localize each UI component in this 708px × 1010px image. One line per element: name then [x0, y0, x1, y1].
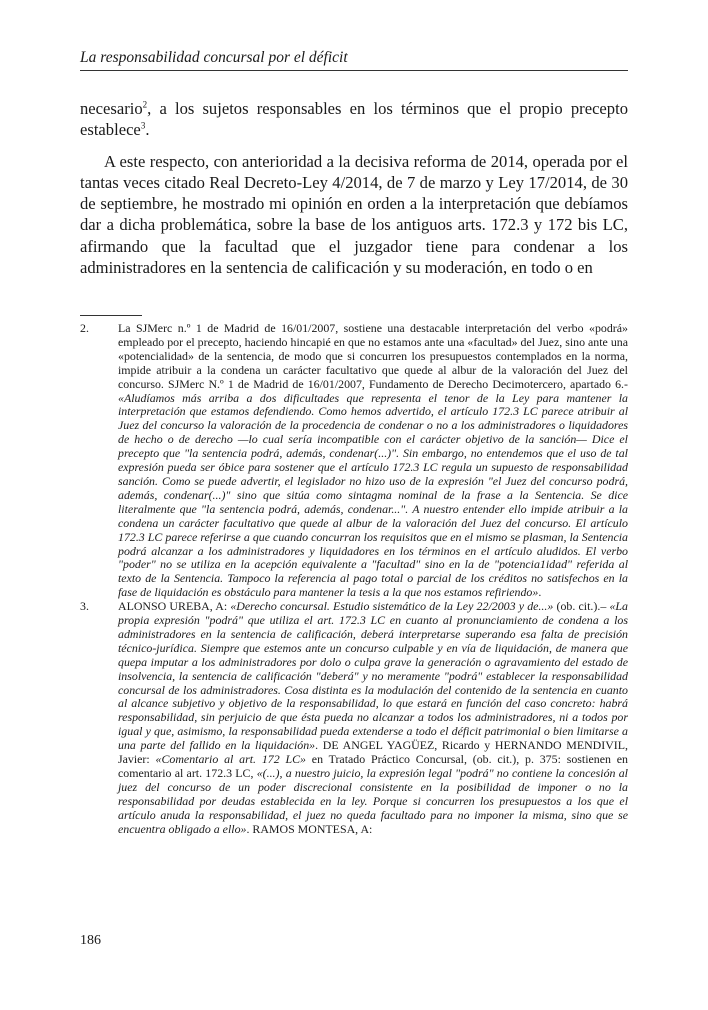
footnote-number: 3. — [80, 599, 89, 614]
main-text — [80, 98, 628, 278]
footnote-2-quote: «Aludíamos más arriba a dos dificultades que representa el tenor de la Ley para mantener la interpretación que estamos defendiendo. Como hemos advertido, el artículo 172.3 LC parece atribuir al Juez del concurso la valoración de la procedencia de condenar o no a los administradores o liquidadores de hecho o de derecho —lo cual sería incompatible con el carácter objetivo de la sanción— Dice el precepto que "la sentencia podrá, además, condenar(...)". Sin embargo, no entendemos que el uso de tal expresión pueda ser óbice para sostener que el artículo 172.3 LC regula un supuesto de responsabilidad sanción. Como se puede advertir, el legislador no hizo uso de la expresión "el Juez del concurso podrá, además, condenar(...)" sino que sitúa como sintagma nominal de la frase a la Sentencia. Se dice literalmente que "la sentencia podrá, además, condenar...". A nuestro entender ello impide atribuir a la condena un carácter facultativo que quede al albur de la valoración del Juez del concurso. El artículo 172.3 LC parece referirse a que cuando concurran los requisitos que en el mismo se plasman, la Sentencia podrá alcanzar a los administradores y liquidadores en los términos en el artículo aludidos. El verbo "poder" no se utiliza en la acepción equivalente a "facultad" sino en la de "potencia1idad" referida al texto de la Sentencia. Tampoco la referencia al pago total o parcial de los créditos no satisfechos en la fase de liquidación es obstáculo para mantener la tesis a la que nos estamos refiriendo» — [118, 390, 628, 600]
footnote-3-author-2: . DE ANGEL YAGÜEZ, Ricardo y HERNANDO MENDIVIL, Javier: — [118, 738, 628, 767]
paragraph-1-end: . — [145, 120, 150, 140]
paragraph-1-start: necesario — [80, 99, 143, 118]
footnote-3-quote-1: «La propia expresión "podrá" que utiliza el art. 172.3 LC en cuanto al pronunciamiento de condena a los administradores en la sentencia de calificación, deberá interpretarse superando esa falta de precisión técnico-jurídica. Siempre que estemos ante un concurso culpable y en vía de liquidación, de manera que quepa imputar a los administradores por dolo o culpa grave la generación o agravamiento del estado de insolvencia, la sentencia de calificación "deberá" y no meramente "podrá" establecer la responsabilidad concursal de los administradores. Cosa distinta es la modulación del contenido de la sentencia en cuanto al alcance subjetivo y objetivo de la responsabilidad, lo que estará en función del caso concreto: habrá responsabilidad, sin perjuicio de que ésta pueda no alcanzar a todos los administradores, ni a todos por igual y que, asimismo, la responsabilidad pueda extenderse a todo el déficit patrimonial o bien limitarse a una parte del fallido en la liquidación» — [118, 599, 628, 753]
footnote-3-quote-2: «(...), a nuestro juicio, la expresión legal "podrá" no contiene la concesión al juez del concurso de un poder discrecional consistente en la posibilidad de imponer o no la responsabilidad por deudas establecida en la ley. Porque si concurren los presupuestos a los que el artículo anuda la responsabilidad, el juez no queda facultado para no imponer la misma, sino que se encuentra obligado a ello» — [118, 766, 628, 836]
running-header-title: La responsabilidad concursal por el déficit — [80, 49, 348, 66]
footnote-3-author-3: . RAMOS MONTESA, A: — [246, 821, 373, 836]
paragraph-2: A este respecto, con anterioridad a la decisiva reforma de 2014, operada por el tantas veces citado Real Decreto-Ley 4/2014, de 7 de marzo y Ley 17/2014, de 30 de septiembre, he mostrado mi opinión en orden a la interpretación que debíamos dar a dicha problemática, sobre la base de los antiguos arts. 172.3 y 172 bis LC, afirmando que la facultad que el juzgador tiene para condenar a los administradores en la sentencia de calificación y su moderación, en todo o en — [80, 151, 628, 278]
footnote-2 — [80, 322, 628, 600]
footnote-2-text: La SJMerc n.º 1 de Madrid de 16/01/2007, sostiene una destacable interpretación del verbo «podrá» empleado por el precepto, haciendo hincapié en que no estamos ante una «facultad» del Juez, sino ante una «potencialidad» de la sentencia, de modo que si concurren los presupuestos contemplados en la norma, impide atribuir a la condena un carácter facultativo que quede al albur de la valoración del Juez del concurso. SJMerc N.º 1 de Madrid de 16/01/2007, Fundamento de Derecho Decimotercero, apartado 6.- — [118, 321, 628, 391]
running-header — [80, 48, 628, 71]
footnote-3-work-2: «Comentario al art. 172 LC» — [155, 752, 306, 767]
footnote-separator — [80, 315, 142, 316]
footnote-3 — [80, 600, 628, 836]
footnote-text — [118, 322, 628, 600]
footnote-3-author-1: ALONSO UREBA, A: — [118, 599, 231, 614]
paragraph-1-middle: , a los sujetos responsables en los términos que el propio precepto establece — [80, 99, 628, 140]
footnote-text — [118, 600, 628, 836]
footnote-ref-3: 3 — [140, 120, 146, 131]
footnote-number: 2. — [80, 321, 89, 335]
footnote-3-work-1: «Derecho concursal. Estudio sistemático de la Ley 22/2003 y de...» — [230, 599, 554, 614]
footnote-ref-2: 2 — [142, 99, 148, 110]
footnote-3-cit: (ob. cit.).– — [553, 599, 610, 614]
footnote-2-end: . — [538, 585, 542, 600]
footnotes — [80, 322, 628, 837]
footnote-3-cit-2: en Tratado Práctico Concursal, (ob. cit.), p. 375: sostienen en comentario al art. 172.3 LC, — [118, 752, 628, 780]
paragraph-1 — [80, 98, 628, 141]
page-number: 186 — [80, 933, 101, 948]
